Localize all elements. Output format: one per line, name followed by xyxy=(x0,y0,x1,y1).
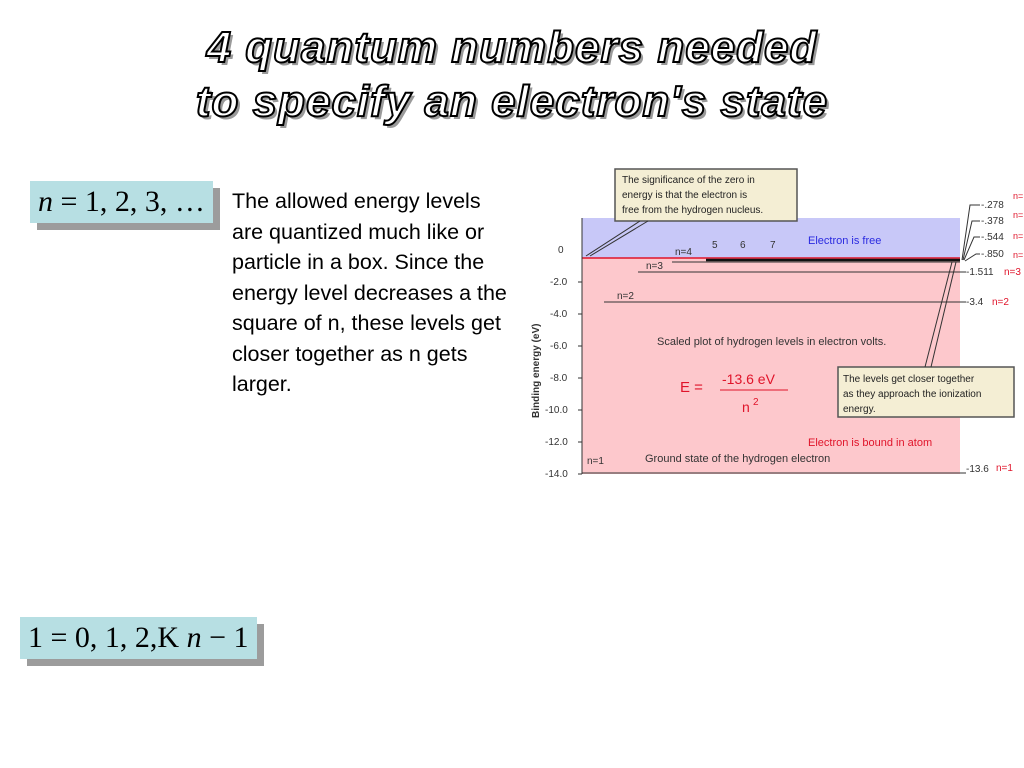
closer-callout-line-3: energy. xyxy=(843,404,876,415)
zero-callout-line-2: energy is that the electron is xyxy=(622,190,748,201)
y-axis-label: Binding energy (eV) xyxy=(531,323,542,418)
right-value-connectors xyxy=(960,205,980,473)
eq-l-variable: n xyxy=(186,621,202,654)
level-label-n2: n=2 xyxy=(617,291,634,302)
right-n-label-c: n= xyxy=(1013,231,1024,241)
level-label-n3: n=3 xyxy=(646,261,663,272)
right-value-n1: -13.6 xyxy=(966,464,989,475)
y-tick-6: -12.0 xyxy=(545,437,568,448)
slide-title-line-2: to specify an electron's state xyxy=(195,77,829,126)
formula-exponent: 2 xyxy=(753,397,759,408)
level-label-7: 7 xyxy=(770,240,776,251)
right-value-n3: -1.511 xyxy=(966,267,994,278)
level-label-n1: n=1 xyxy=(587,456,604,467)
right-value-n6: -.378 xyxy=(981,216,1004,227)
formula-lhs: E = xyxy=(680,379,703,396)
right-n-label-b: n= xyxy=(1013,210,1024,220)
y-tick-3: -6.0 xyxy=(550,341,568,352)
right-value-n8: -.278 xyxy=(981,200,1004,211)
level-label-6: 6 xyxy=(740,240,746,251)
zero-callout-line-1: The significance of the zero in xyxy=(622,175,755,186)
zero-callout-line-3: free from the hydrogen nucleus. xyxy=(622,205,764,216)
eq-l-values: 1 = 0, 1, 2,K xyxy=(28,621,187,654)
plot-caption: Scaled plot of hydrogen levels in electron volts. xyxy=(657,336,887,348)
right-n-label-n1: n=1 xyxy=(996,463,1013,474)
ground-state-caption: Ground state of the hydrogen electron xyxy=(645,453,831,465)
y-tick-4: -8.0 xyxy=(550,373,568,384)
right-n-label-a: n= xyxy=(1013,191,1024,201)
free-region-label: Electron is free xyxy=(808,235,882,247)
closer-callout-line-2: as they approach the ionization xyxy=(843,389,982,400)
eq-n-values: = 1, 2, 3, … xyxy=(53,185,205,218)
y-tick-1: -2.0 xyxy=(550,277,568,288)
free-region xyxy=(582,218,960,258)
right-n-label-n3: n=3 xyxy=(1004,267,1021,278)
y-tick-7: -14.0 xyxy=(545,469,568,480)
closer-callout-line-1: The levels get closer together xyxy=(843,374,975,385)
eq-n-variable: n xyxy=(38,185,53,218)
right-n-label-n2: n=2 xyxy=(992,297,1009,308)
y-tick-5: -10.0 xyxy=(545,405,568,416)
y-tick-0: 0 xyxy=(558,245,564,256)
right-n-label-d: n= xyxy=(1013,250,1024,260)
eq-l-tail: − 1 xyxy=(201,621,249,654)
right-value-n5: -.544 xyxy=(981,232,1004,243)
y-axis-tick-marks xyxy=(578,282,582,474)
right-value-n4: -.850 xyxy=(981,249,1004,260)
formula-numerator: -13.6 eV xyxy=(722,371,775,387)
slide-title-line-1: 4 quantum numbers needed xyxy=(206,23,818,72)
energy-levels-explanation: The allowed energy levels are quantized much like or particle in a box. Since the energy level decreases a the square of n, these levels get closer together as n gets larger. xyxy=(232,189,507,396)
y-tick-2: -4.0 xyxy=(550,309,568,320)
level-label-n4: n=4 xyxy=(675,247,692,258)
formula-denominator: n xyxy=(742,399,750,415)
level-label-5: 5 xyxy=(712,240,718,251)
bound-region-label: Electron is bound in atom xyxy=(808,437,933,449)
right-value-n2: -3.4 xyxy=(966,297,984,308)
